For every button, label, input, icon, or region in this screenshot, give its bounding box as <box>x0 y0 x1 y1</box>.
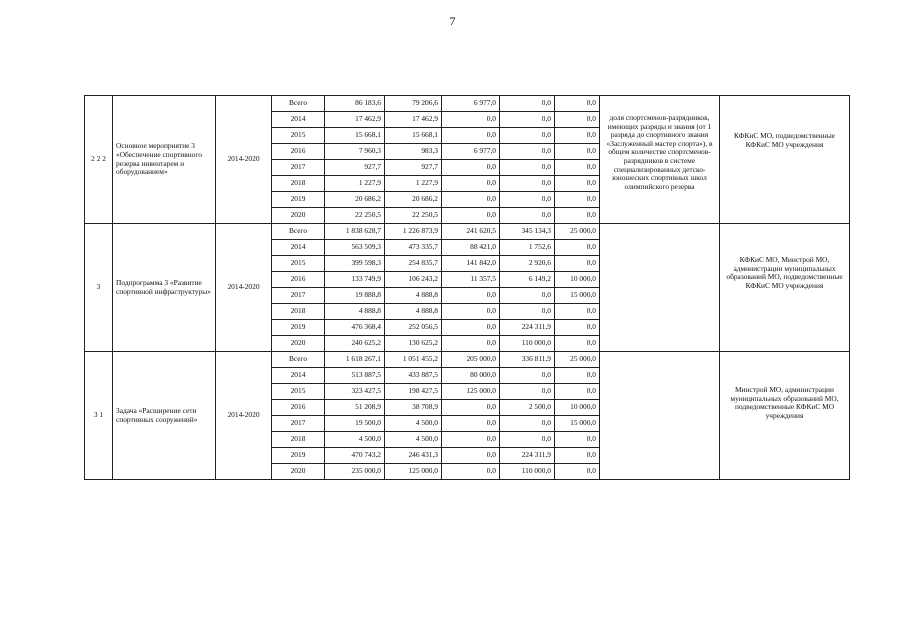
total-value: 927,7 <box>325 160 385 176</box>
federal-budget-value: 6 977,0 <box>442 144 500 160</box>
budget-mo-value: 79 206,6 <box>385 96 442 112</box>
total-value: 86 183,6 <box>325 96 385 112</box>
total-value: 1 618 267,1 <box>325 352 385 368</box>
extrabudget-value: 10 000,0 <box>555 272 600 288</box>
row-code: 3 1 <box>85 352 113 480</box>
extrabudget-value: 0,0 <box>555 320 600 336</box>
federal-budget-value: 0,0 <box>442 448 500 464</box>
budget-mo-value: 473 335,7 <box>385 240 442 256</box>
federal-budget-value: 0,0 <box>442 288 500 304</box>
total-value: 1 227,9 <box>325 176 385 192</box>
federal-budget-value: 80 000,0 <box>442 368 500 384</box>
total-value: 470 743,2 <box>325 448 385 464</box>
row-code: 3 <box>85 224 113 352</box>
municipal-budget-value: 1 752,6 <box>500 240 555 256</box>
federal-budget-value: 6 977,0 <box>442 96 500 112</box>
municipal-budget-value: 0,0 <box>500 368 555 384</box>
extrabudget-value: 0,0 <box>555 256 600 272</box>
extrabudget-value: 0,0 <box>555 240 600 256</box>
municipal-budget-value: 0,0 <box>500 96 555 112</box>
federal-budget-value: 0,0 <box>442 432 500 448</box>
program-table <box>84 95 850 480</box>
total-value: 133 749,9 <box>325 272 385 288</box>
row-year: 2016 <box>272 144 325 160</box>
federal-budget-value: 141 842,0 <box>442 256 500 272</box>
total-value: 19 500,0 <box>325 416 385 432</box>
federal-budget-value: 0,0 <box>442 400 500 416</box>
municipal-budget-value: 0,0 <box>500 384 555 400</box>
row-name: Задача «Расширение сети спортивных сооружений» <box>113 352 216 480</box>
extrabudget-value: 0,0 <box>555 128 600 144</box>
table-row <box>85 224 850 240</box>
total-value: 235 000,0 <box>325 464 385 480</box>
budget-mo-value: 4 888,8 <box>385 288 442 304</box>
total-value: 4 500,0 <box>325 432 385 448</box>
extrabudget-value: 0,0 <box>555 160 600 176</box>
extrabudget-value: 0,0 <box>555 192 600 208</box>
federal-budget-value: 0,0 <box>442 304 500 320</box>
budget-mo-value: 254 835,7 <box>385 256 442 272</box>
municipal-budget-value: 0,0 <box>500 144 555 160</box>
federal-budget-value: 0,0 <box>442 192 500 208</box>
responsible-cell <box>720 352 850 480</box>
row-year: 2018 <box>272 176 325 192</box>
total-value: 1 838 628,7 <box>325 224 385 240</box>
municipal-budget-value: 6 149,2 <box>500 272 555 288</box>
responsible-cell <box>720 224 850 352</box>
row-period: 2014-2020 <box>216 352 272 480</box>
municipal-budget-value: 110 000,0 <box>500 336 555 352</box>
federal-budget-value: 0,0 <box>442 464 500 480</box>
municipal-budget-value: 0,0 <box>500 304 555 320</box>
federal-budget-value: 0,0 <box>442 336 500 352</box>
municipal-budget-value: 0,0 <box>500 160 555 176</box>
extrabudget-value: 25 000,0 <box>555 352 600 368</box>
municipal-budget-value: 0,0 <box>500 208 555 224</box>
table-body <box>85 96 850 480</box>
federal-budget-value: 88 421,0 <box>442 240 500 256</box>
federal-budget-value: 0,0 <box>442 416 500 432</box>
extrabudget-value: 0,0 <box>555 176 600 192</box>
municipal-budget-value: 0,0 <box>500 432 555 448</box>
responsible-cell <box>720 96 850 224</box>
row-year: 2015 <box>272 128 325 144</box>
row-year: 2015 <box>272 256 325 272</box>
budget-mo-value: 106 243,2 <box>385 272 442 288</box>
row-year: 2018 <box>272 304 325 320</box>
indicator-cell: доля спортсменов-разрядников, имеющих разряды и звания (от 1 разряда до спортивного звания «Заслуженный мастер спорта»), в общем количестве спортсменов-разрядников в системе специализированных детско-юношеских спортивных школ олимпийского резерва <box>600 96 720 224</box>
row-year: Всего <box>272 224 325 240</box>
page-number: 7 <box>449 14 456 28</box>
row-year: 2014 <box>272 368 325 384</box>
budget-mo-value: 1 226 873,9 <box>385 224 442 240</box>
federal-budget-value: 0,0 <box>442 112 500 128</box>
responsible-text: КФКиС МО, Минстрой МО, администрации муниципальных образований МО, подведомственные КФКиС МО учреждения <box>726 255 843 290</box>
row-year: Всего <box>272 352 325 368</box>
total-value: 15 668,1 <box>325 128 385 144</box>
municipal-budget-value: 0,0 <box>500 192 555 208</box>
budget-mo-value: 1 051 455,2 <box>385 352 442 368</box>
extrabudget-value: 0,0 <box>555 384 600 400</box>
extrabudget-value: 25 000,0 <box>555 224 600 240</box>
municipal-budget-value: 0,0 <box>500 288 555 304</box>
row-year: 2017 <box>272 416 325 432</box>
extrabudget-value: 0,0 <box>555 336 600 352</box>
federal-budget-value: 11 357,5 <box>442 272 500 288</box>
federal-budget-value: 0,0 <box>442 160 500 176</box>
row-year: 2020 <box>272 464 325 480</box>
federal-budget-value: 0,0 <box>442 128 500 144</box>
total-value: 4 888,8 <box>325 304 385 320</box>
budget-mo-value: 983,3 <box>385 144 442 160</box>
total-value: 20 686,2 <box>325 192 385 208</box>
extrabudget-value: 0,0 <box>555 96 600 112</box>
budget-mo-value: 15 668,1 <box>385 128 442 144</box>
table-row <box>85 96 850 112</box>
row-year: 2015 <box>272 384 325 400</box>
row-year: 2018 <box>272 432 325 448</box>
municipal-budget-value: 0,0 <box>500 416 555 432</box>
budget-mo-value: 246 431,3 <box>385 448 442 464</box>
indicator-cell <box>600 352 720 480</box>
municipal-budget-value: 2 500,0 <box>500 400 555 416</box>
row-year: 2019 <box>272 320 325 336</box>
total-value: 17 462,9 <box>325 112 385 128</box>
row-year: 2019 <box>272 192 325 208</box>
budget-mo-value: 130 625,2 <box>385 336 442 352</box>
municipal-budget-value: 224 311,9 <box>500 320 555 336</box>
municipal-budget-value: 336 811,9 <box>500 352 555 368</box>
total-value: 513 887,5 <box>325 368 385 384</box>
federal-budget-value: 0,0 <box>442 176 500 192</box>
indicator-cell <box>600 224 720 352</box>
municipal-budget-value: 0,0 <box>500 128 555 144</box>
municipal-budget-value: 2 920,6 <box>500 256 555 272</box>
budget-mo-value: 1 227,9 <box>385 176 442 192</box>
row-name: Основное мероприятие 3 «Обеспечение спортивного резерва инвентарем и оборудованием» <box>113 96 216 224</box>
extrabudget-value: 15 000,0 <box>555 288 600 304</box>
federal-budget-value: 241 620,5 <box>442 224 500 240</box>
extrabudget-value: 0,0 <box>555 368 600 384</box>
federal-budget-value: 205 000,0 <box>442 352 500 368</box>
municipal-budget-value: 345 134,3 <box>500 224 555 240</box>
extrabudget-value: 0,0 <box>555 432 600 448</box>
row-year: 2017 <box>272 160 325 176</box>
total-value: 240 625,2 <box>325 336 385 352</box>
total-value: 399 598,3 <box>325 256 385 272</box>
extrabudget-value: 0,0 <box>555 448 600 464</box>
budget-mo-value: 4 500,0 <box>385 416 442 432</box>
budget-mo-value: 38 708,9 <box>385 400 442 416</box>
total-value: 22 250,5 <box>325 208 385 224</box>
budget-mo-value: 125 000,0 <box>385 464 442 480</box>
extrabudget-value: 15 000,0 <box>555 416 600 432</box>
federal-budget-value: 0,0 <box>442 320 500 336</box>
row-period: 2014-2020 <box>216 224 272 352</box>
row-year: 2014 <box>272 240 325 256</box>
extrabudget-value: 0,0 <box>555 464 600 480</box>
row-year: 2014 <box>272 112 325 128</box>
budget-mo-value: 927,7 <box>385 160 442 176</box>
extrabudget-value: 10 000,0 <box>555 400 600 416</box>
budget-mo-value: 4 500,0 <box>385 432 442 448</box>
budget-mo-value: 22 250,5 <box>385 208 442 224</box>
budget-mo-value: 198 427,5 <box>385 384 442 400</box>
total-value: 7 960,3 <box>325 144 385 160</box>
row-year: 2019 <box>272 448 325 464</box>
budget-mo-value: 20 686,2 <box>385 192 442 208</box>
row-year: 2017 <box>272 288 325 304</box>
extrabudget-value: 0,0 <box>555 144 600 160</box>
row-code: 2 2 2 <box>85 96 113 224</box>
budget-mo-value: 433 887,5 <box>385 368 442 384</box>
row-period: 2014-2020 <box>216 96 272 224</box>
row-year: 2016 <box>272 400 325 416</box>
extrabudget-value: 0,0 <box>555 112 600 128</box>
extrabudget-value: 0,0 <box>555 304 600 320</box>
total-value: 476 368,4 <box>325 320 385 336</box>
table-row <box>85 352 850 368</box>
municipal-budget-value: 0,0 <box>500 176 555 192</box>
municipal-budget-value: 224 311,9 <box>500 448 555 464</box>
budget-mo-value: 4 888,8 <box>385 304 442 320</box>
row-name: Подпрограмма 3 «Развитие спортивной инфраструктуры» <box>113 224 216 352</box>
total-value: 323 427,5 <box>325 384 385 400</box>
responsible-text: КФКиС МО, подведомственные КФКиС МО учреждения <box>734 131 835 149</box>
budget-mo-value: 17 462,9 <box>385 112 442 128</box>
municipal-budget-value: 0,0 <box>500 112 555 128</box>
total-value: 563 509,3 <box>325 240 385 256</box>
federal-budget-value: 0,0 <box>442 208 500 224</box>
row-year: 2020 <box>272 208 325 224</box>
row-year: Всего <box>272 96 325 112</box>
federal-budget-value: 125 000,0 <box>442 384 500 400</box>
municipal-budget-value: 110 000,0 <box>500 464 555 480</box>
row-year: 2016 <box>272 272 325 288</box>
total-value: 19 888,8 <box>325 288 385 304</box>
total-value: 51 208,9 <box>325 400 385 416</box>
responsible-text: Минстрой МО, администрации муниципальных образований МО, подведомственные КФКиС МО учреждения <box>730 385 839 420</box>
extrabudget-value: 0,0 <box>555 208 600 224</box>
budget-mo-value: 252 056,5 <box>385 320 442 336</box>
row-year: 2020 <box>272 336 325 352</box>
